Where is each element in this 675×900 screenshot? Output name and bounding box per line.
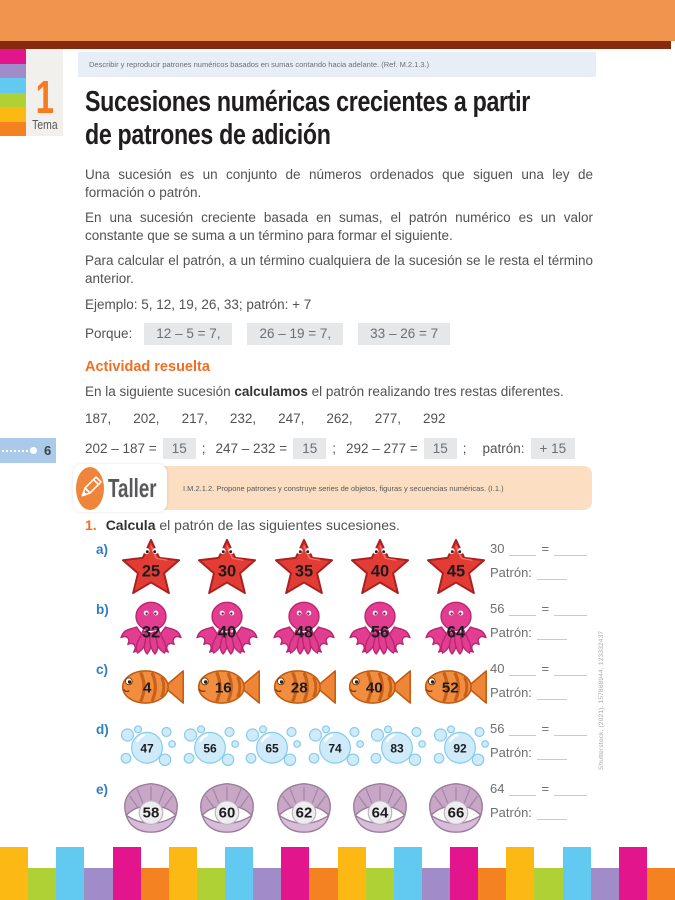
tema-label: Tema (31, 117, 58, 132)
patron-label: patrón: (482, 440, 525, 456)
svg-text:52: 52 (441, 679, 459, 697)
equation-answer-box: 15 (424, 438, 457, 460)
sequence-row-c (96, 657, 592, 717)
svg-text:35: 35 (294, 562, 313, 581)
svg-text:16: 16 (214, 679, 232, 697)
answer-patron-line (490, 805, 592, 820)
octopus-icon (422, 598, 490, 656)
answer-blank (537, 807, 567, 820)
svg-text:92: 92 (453, 741, 467, 756)
actividad-equations (85, 438, 593, 460)
lesson-body (85, 166, 593, 459)
sequence-row-d (96, 717, 592, 777)
porque-box: 33 – 26 = 7 (358, 323, 450, 345)
sequence-term: 262, (326, 410, 353, 426)
fish-icon (269, 660, 339, 714)
equals-sign: = (541, 601, 550, 616)
clam-icon (270, 779, 338, 835)
row-letter: e) (96, 782, 109, 797)
footer-bar (113, 847, 141, 900)
answer-start-number: 30 (490, 541, 505, 556)
patron-label: Patrón: (490, 745, 532, 760)
row-answers (490, 597, 592, 649)
example-line: Ejemplo: 5, 12, 19, 26, 33; patrón: + 7 (85, 296, 312, 312)
footer-bar (506, 847, 534, 900)
exercise-number: 1. (85, 517, 97, 533)
page-number-tab (0, 438, 56, 463)
answer-equation-line (490, 721, 592, 736)
equation-answer-box: 15 (293, 438, 326, 460)
bubbles-icon (242, 721, 302, 773)
answer-start-number: 64 (490, 781, 505, 796)
starfish-icon (422, 538, 490, 596)
footer-bar (56, 847, 84, 900)
answer-start-number: 56 (490, 601, 505, 616)
bubbles-icon (180, 721, 240, 773)
actividad-heading: Actividad resuelta (85, 358, 210, 375)
equation-text: 202 – 187 = (85, 440, 157, 456)
row-answers (490, 657, 592, 709)
equation-answer-box: 15 (163, 438, 196, 460)
answer-start-number: 56 (490, 721, 505, 736)
porque-row (85, 323, 593, 345)
svg-text:66: 66 (447, 804, 465, 822)
taller-card (73, 464, 167, 512)
exercise-rest: el patrón de las siguientes sucesiones. (155, 517, 400, 533)
tema-box (26, 49, 63, 136)
svg-text:64: 64 (371, 804, 389, 822)
clam-icon (117, 779, 185, 835)
answer-patron-line (490, 625, 592, 640)
answer-blank (537, 627, 567, 640)
header-rule (0, 41, 671, 49)
row-items (117, 779, 490, 835)
sequence-rows (96, 537, 592, 837)
footer-bar (197, 868, 225, 900)
svg-text:28: 28 (290, 679, 308, 697)
equation-separator: ; (462, 440, 467, 456)
patron-answer-box: + 15 (531, 438, 576, 460)
pencil-icon (76, 467, 104, 510)
equation-separator: ; (201, 440, 206, 456)
svg-text:25: 25 (141, 562, 161, 581)
svg-text:65: 65 (265, 741, 279, 756)
equation-separator: ; (332, 440, 336, 456)
sequence-row-b (96, 597, 592, 657)
footer-bar (0, 847, 28, 900)
answer-equation-line (490, 541, 592, 556)
answer-blank (509, 603, 536, 616)
octopus-icon (117, 598, 185, 656)
patron-label: Patrón: (490, 565, 532, 580)
footer-pattern (0, 847, 675, 900)
footer-bar (478, 868, 506, 900)
tema-number: 1 (35, 71, 54, 123)
svg-text:62: 62 (295, 804, 312, 822)
octopus-icon (270, 598, 338, 656)
actividad-description (85, 383, 593, 401)
footer-bar (591, 868, 619, 900)
svg-text:32: 32 (141, 623, 161, 642)
footer-bar (309, 868, 337, 900)
fish-icon (420, 660, 490, 714)
footer-bar (281, 847, 309, 900)
svg-text:64: 64 (446, 623, 466, 642)
svg-text:45: 45 (446, 562, 466, 581)
clam-icon (346, 779, 414, 835)
answer-blank (509, 783, 536, 796)
answer-equation-line (490, 661, 592, 676)
equals-sign: = (541, 661, 550, 676)
row-letter: d) (96, 722, 109, 737)
row-letter: c) (96, 662, 109, 677)
page-title-line1: Sucesiones numéricas crecientes a partir (85, 86, 530, 118)
answer-blank (537, 687, 567, 700)
row-items (117, 660, 490, 714)
porque-box: 12 – 5 = 7, (144, 323, 232, 345)
clam-icon (193, 779, 261, 835)
footer-bar (619, 847, 647, 900)
page-number: 6 (44, 443, 52, 458)
answer-blank (554, 723, 587, 736)
taller-section (73, 464, 592, 512)
row-answers (490, 717, 592, 769)
intro-paragraph: Para calcular el patrón, a un término cualquiera de la sucesión se le resta el término anterior. (85, 253, 593, 286)
footer-bar (647, 868, 675, 900)
svg-text:30: 30 (218, 562, 237, 581)
sequence-term: 247, (278, 410, 305, 426)
answer-patron-line (490, 745, 592, 760)
patron-label: Patrón: (490, 805, 532, 820)
starfish-icon (346, 538, 414, 596)
sequence-row-a (96, 537, 592, 597)
footer-bar (84, 868, 112, 900)
footer-bar (450, 847, 478, 900)
side-color-tabs (0, 49, 26, 136)
svg-text:56: 56 (370, 623, 389, 642)
row-items (117, 598, 490, 656)
answer-equation-line (490, 601, 592, 616)
bubbles-icon (117, 721, 177, 773)
svg-text:40: 40 (218, 623, 237, 642)
sequence-term: 277, (374, 410, 401, 426)
svg-text:48: 48 (294, 623, 313, 642)
actividad-desc-post: el patrón realizando tres restas diferentes. (307, 384, 564, 400)
taller-label: Taller (108, 472, 157, 503)
answer-blank (537, 567, 567, 580)
svg-text:56: 56 (202, 741, 217, 756)
sequence-row-e (96, 777, 592, 837)
row-answers (490, 777, 592, 829)
sequence-term: 232, (229, 410, 257, 426)
porque-box: 26 – 19 = 7, (247, 323, 343, 345)
exercise-heading (85, 517, 400, 533)
footer-bar (169, 847, 197, 900)
answer-equation-line (490, 781, 592, 796)
sequence-term: 292 (422, 410, 446, 426)
header-band (0, 0, 675, 41)
starfish-icon (193, 538, 261, 596)
starfish-icon (270, 538, 338, 596)
answer-start-number: 40 (490, 661, 505, 676)
octopus-icon (346, 598, 414, 656)
page-title (85, 86, 641, 152)
intro-paragraph: Una sucesión es un conjunto de números ordenados que siguen una ley de formación o patrón. (85, 167, 593, 200)
answer-blank (509, 543, 536, 556)
actividad-desc-pre: En la siguiente sucesión (85, 384, 235, 400)
answer-patron-line (490, 685, 592, 700)
footer-bar (422, 868, 450, 900)
row-letter: b) (96, 602, 109, 617)
footer-bar (225, 847, 253, 900)
fish-icon (344, 660, 414, 714)
exercise-verb: Calcula (105, 517, 156, 533)
svg-text:4: 4 (143, 679, 152, 697)
row-answers (490, 537, 592, 589)
row-items (117, 721, 490, 773)
footer-bar (338, 847, 366, 900)
sequence-term: 187, (85, 410, 112, 426)
equals-sign: = (541, 721, 550, 736)
bubbles-icon (305, 721, 365, 773)
svg-text:47: 47 (140, 741, 154, 756)
equals-sign: = (541, 541, 550, 556)
svg-text:40: 40 (370, 562, 389, 581)
svg-text:40: 40 (366, 679, 383, 697)
bubbles-icon (430, 721, 490, 773)
taller-standard-banner: I.M.2.1.2. Propone patrones y construye series de objetos, figuras y secuencias numéricas. (I.1.) (163, 466, 592, 510)
equals-sign: = (541, 781, 550, 796)
sequence-term: 217, (181, 410, 208, 426)
svg-text:58: 58 (142, 804, 160, 822)
svg-text:74: 74 (328, 741, 342, 756)
fish-icon (193, 660, 263, 714)
actividad-desc-bold: calculamos (234, 384, 308, 400)
row-letter: a) (96, 542, 109, 557)
answer-blank (554, 663, 587, 676)
footer-bar (28, 868, 56, 900)
answer-blank (537, 747, 567, 760)
footer-bar (366, 868, 394, 900)
intro-paragraph: En una sucesión creciente basada en sumas, el patrón numérico es un valor constante que se suma a un término para formar el siguiente. (85, 210, 593, 243)
answer-blank (554, 543, 587, 556)
answer-patron-line (490, 565, 592, 580)
patron-label: Patrón: (490, 625, 532, 640)
equation-text: 247 – 232 = (215, 440, 288, 456)
octopus-icon (193, 598, 261, 656)
patron-label: Patrón: (490, 685, 532, 700)
porque-label: Porque: (85, 326, 133, 342)
actividad-sequence (85, 410, 593, 428)
svg-text:60: 60 (218, 804, 236, 822)
row-items (117, 538, 490, 596)
starfish-icon (117, 538, 185, 596)
answer-blank (509, 723, 536, 736)
answer-blank (554, 783, 587, 796)
leader-dot (30, 447, 37, 454)
footer-bar (394, 847, 422, 900)
footer-bar (563, 847, 591, 900)
clam-icon (422, 779, 490, 835)
equation-text: 292 – 277 = (346, 440, 418, 456)
fish-icon (117, 660, 187, 714)
page-title-line2: de patrones de adición (85, 119, 331, 151)
footer-bar (253, 868, 281, 900)
dotted-leader (2, 450, 28, 452)
photo-credit: Shutterstock, (2021). 157868944, 123332437 (598, 630, 605, 770)
sequence-term: 202, (133, 410, 160, 426)
answer-blank (554, 603, 587, 616)
curriculum-objective: Describir y reproducir patrones numéricos basados en sumas contando hacia adelante. (Ref. M.2.1.3.) (78, 52, 596, 77)
footer-bar (534, 868, 562, 900)
svg-text:83: 83 (390, 741, 405, 756)
footer-bar (141, 868, 169, 900)
answer-blank (509, 663, 536, 676)
bubbles-icon (367, 721, 427, 773)
